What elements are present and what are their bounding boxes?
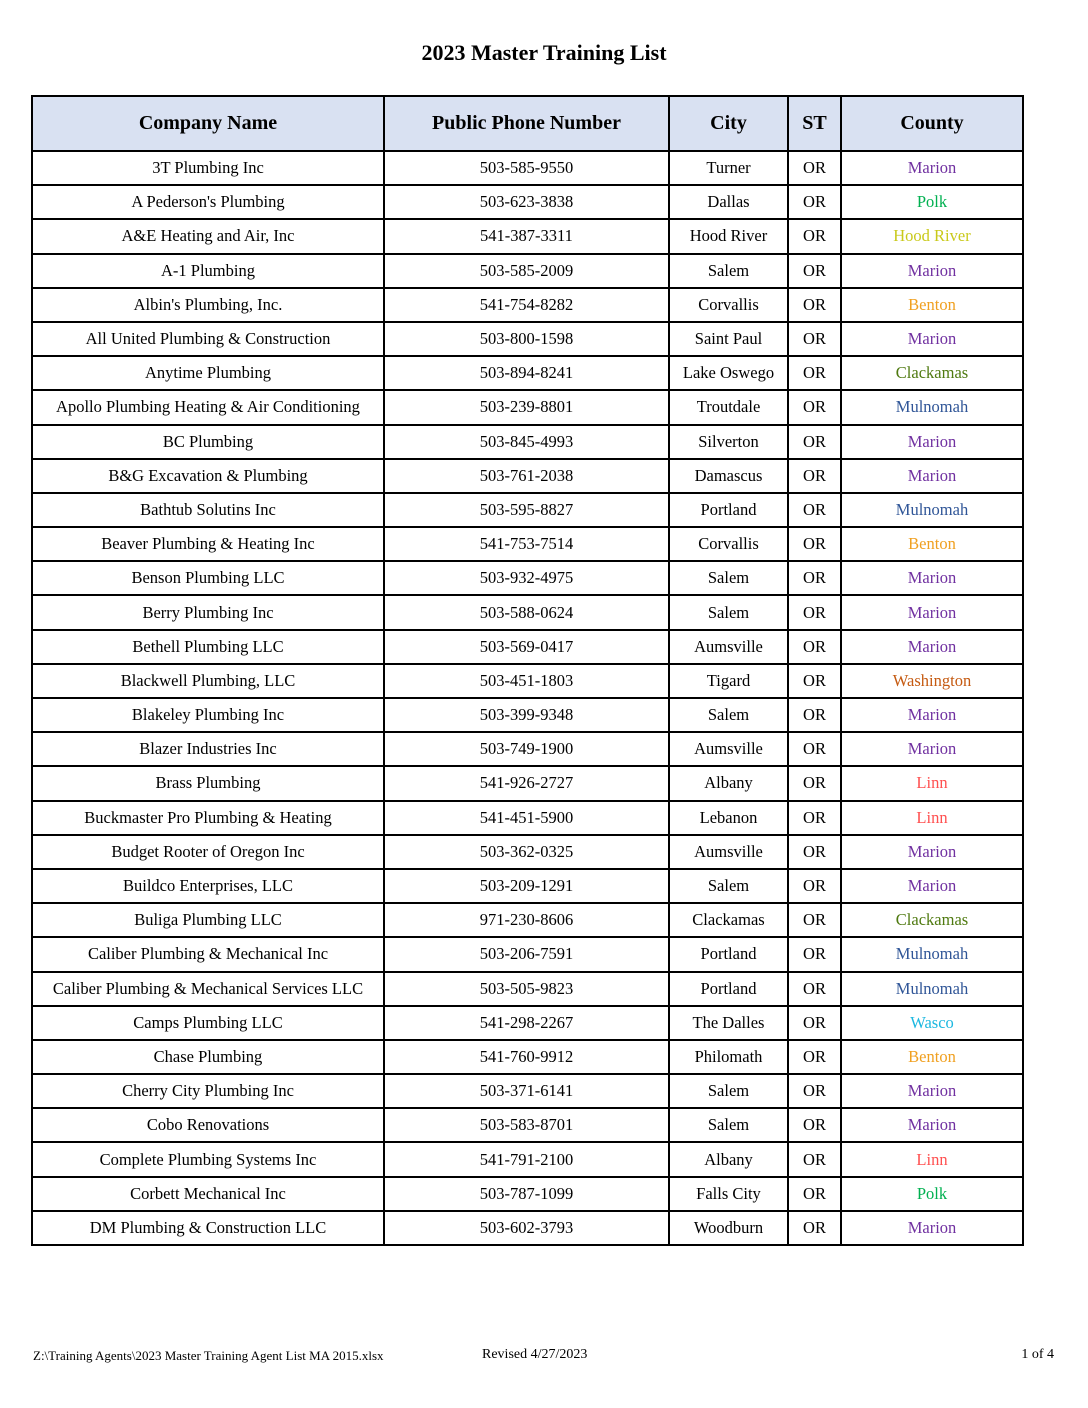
phone-cell: 503-362-0325 (384, 835, 669, 869)
county-cell: Polk (841, 185, 1023, 219)
table-row (32, 459, 1023, 493)
city-cell: Salem (669, 1108, 788, 1142)
phone-cell: 503-894-8241 (384, 356, 669, 390)
county-cell: Marion (841, 151, 1023, 185)
state-cell: OR (788, 937, 841, 971)
state-cell: OR (788, 425, 841, 459)
state-cell: OR (788, 254, 841, 288)
city-cell: Aumsville (669, 630, 788, 664)
state-cell: OR (788, 1211, 841, 1245)
phone-cell: 503-585-2009 (384, 254, 669, 288)
county-cell: Marion (841, 1211, 1023, 1245)
phone-cell: 503-583-8701 (384, 1108, 669, 1142)
city-cell: Aumsville (669, 732, 788, 766)
table-row (32, 185, 1023, 219)
county-cell: Marion (841, 835, 1023, 869)
city-cell: Albany (669, 766, 788, 800)
county-cell: Marion (841, 561, 1023, 595)
table-row (32, 972, 1023, 1006)
city-cell: Corvallis (669, 527, 788, 561)
page-title: 2023 Master Training List (421, 40, 667, 65)
state-cell: OR (788, 1006, 841, 1040)
state-cell: OR (788, 835, 841, 869)
phone-cell: 541-760-9912 (384, 1040, 669, 1074)
phone-cell: 503-399-9348 (384, 698, 669, 732)
phone-cell: 503-932-4975 (384, 561, 669, 595)
header-state: ST (788, 96, 841, 151)
table-row (32, 869, 1023, 903)
company-name-cell: Buckmaster Pro Plumbing & Heating (32, 801, 384, 835)
phone-cell: 503-505-9823 (384, 972, 669, 1006)
city-cell: Woodburn (669, 1211, 788, 1245)
company-name-cell: Brass Plumbing (32, 766, 384, 800)
company-name-cell: Blackwell Plumbing, LLC (32, 664, 384, 698)
county-cell: Linn (841, 801, 1023, 835)
county-cell: Marion (841, 459, 1023, 493)
county-cell: Marion (841, 869, 1023, 903)
header-company-name: Company Name (32, 96, 384, 151)
state-cell: OR (788, 527, 841, 561)
city-cell: Salem (669, 1074, 788, 1108)
city-cell: Silverton (669, 425, 788, 459)
city-cell: Lake Oswego (669, 356, 788, 390)
city-cell: Troutdale (669, 390, 788, 424)
table-row (32, 356, 1023, 390)
table-row (32, 766, 1023, 800)
state-cell: OR (788, 151, 841, 185)
table-row (32, 1142, 1023, 1176)
header-phone: Public Phone Number (384, 96, 669, 151)
table-row (32, 1211, 1023, 1245)
table-row (32, 322, 1023, 356)
table-row (32, 254, 1023, 288)
company-name-cell: Apollo Plumbing Heating & Air Conditioning (32, 390, 384, 424)
county-cell: Marion (841, 1074, 1023, 1108)
county-cell: Hood River (841, 219, 1023, 253)
city-cell: Damascus (669, 459, 788, 493)
county-cell: Benton (841, 527, 1023, 561)
city-cell: Turner (669, 151, 788, 185)
phone-cell: 541-791-2100 (384, 1142, 669, 1176)
table-row (32, 527, 1023, 561)
state-cell: OR (788, 1040, 841, 1074)
state-cell: OR (788, 801, 841, 835)
company-name-cell: Chase Plumbing (32, 1040, 384, 1074)
city-cell: Aumsville (669, 835, 788, 869)
phone-cell: 503-371-6141 (384, 1074, 669, 1108)
county-cell: Mulnomah (841, 937, 1023, 971)
company-name-cell: Berry Plumbing Inc (32, 595, 384, 629)
phone-cell: 503-602-3793 (384, 1211, 669, 1245)
company-name-cell: A&E Heating and Air, Inc (32, 219, 384, 253)
table-row (32, 288, 1023, 322)
city-cell: Portland (669, 972, 788, 1006)
phone-cell: 503-845-4993 (384, 425, 669, 459)
city-cell: Dallas (669, 185, 788, 219)
state-cell: OR (788, 630, 841, 664)
county-cell: Linn (841, 766, 1023, 800)
company-name-cell: Benson Plumbing LLC (32, 561, 384, 595)
table-row (32, 1040, 1023, 1074)
county-cell: Marion (841, 698, 1023, 732)
phone-cell: 541-926-2727 (384, 766, 669, 800)
company-name-cell: Bathtub Solutins Inc (32, 493, 384, 527)
state-cell: OR (788, 1142, 841, 1176)
company-name-cell: Caliber Plumbing & Mechanical Services LLC (32, 972, 384, 1006)
state-cell: OR (788, 698, 841, 732)
phone-cell: 541-754-8282 (384, 288, 669, 322)
company-name-cell: Budget Rooter of Oregon Inc (32, 835, 384, 869)
phone-cell: 503-761-2038 (384, 459, 669, 493)
county-cell: Benton (841, 288, 1023, 322)
state-cell: OR (788, 869, 841, 903)
company-name-cell: Buildco Enterprises, LLC (32, 869, 384, 903)
phone-cell: 503-209-1291 (384, 869, 669, 903)
phone-cell: 541-387-3311 (384, 219, 669, 253)
county-cell: Marion (841, 322, 1023, 356)
company-name-cell: Cobo Renovations (32, 1108, 384, 1142)
company-name-cell: DM Plumbing & Construction LLC (32, 1211, 384, 1245)
county-cell: Mulnomah (841, 972, 1023, 1006)
table-row (32, 937, 1023, 971)
county-cell: Benton (841, 1040, 1023, 1074)
state-cell: OR (788, 288, 841, 322)
table-row (32, 801, 1023, 835)
phone-cell: 541-753-7514 (384, 527, 669, 561)
footer-revised-date: Revised 4/27/2023 (482, 1347, 588, 1362)
phone-cell: 503-787-1099 (384, 1177, 669, 1211)
state-cell: OR (788, 390, 841, 424)
company-name-cell: Albin's Plumbing, Inc. (32, 288, 384, 322)
company-name-cell: Buliga Plumbing LLC (32, 903, 384, 937)
state-cell: OR (788, 322, 841, 356)
state-cell: OR (788, 561, 841, 595)
table-row (32, 732, 1023, 766)
phone-cell: 503-206-7591 (384, 937, 669, 971)
state-cell: OR (788, 219, 841, 253)
city-cell: Hood River (669, 219, 788, 253)
table-row (32, 493, 1023, 527)
county-cell: Clackamas (841, 903, 1023, 937)
city-cell: Albany (669, 1142, 788, 1176)
company-name-cell: Caliber Plumbing & Mechanical Inc (32, 937, 384, 971)
table-row (32, 698, 1023, 732)
state-cell: OR (788, 356, 841, 390)
company-name-cell: Corbett Mechanical Inc (32, 1177, 384, 1211)
state-cell: OR (788, 732, 841, 766)
city-cell: Saint Paul (669, 322, 788, 356)
company-name-cell: 3T Plumbing Inc (32, 151, 384, 185)
state-cell: OR (788, 664, 841, 698)
table-header-row (32, 96, 1023, 151)
footer-file-path: Z:\Training Agents\2023 Master Training Agent List MA 2015.xlsx (33, 1348, 384, 1363)
county-cell: Clackamas (841, 356, 1023, 390)
header-city: City (669, 96, 788, 151)
table-row (32, 151, 1023, 185)
table-row (32, 1177, 1023, 1211)
table-row (32, 664, 1023, 698)
footer-page-number: 1 of 4 (1021, 1347, 1054, 1362)
city-cell: Salem (669, 561, 788, 595)
phone-cell: 503-623-3838 (384, 185, 669, 219)
table-row (32, 1006, 1023, 1040)
table-row (32, 425, 1023, 459)
company-name-cell: A-1 Plumbing (32, 254, 384, 288)
company-name-cell: Bethell Plumbing LLC (32, 630, 384, 664)
table-row (32, 835, 1023, 869)
company-name-cell: Complete Plumbing Systems Inc (32, 1142, 384, 1176)
county-cell: Marion (841, 732, 1023, 766)
table-row (32, 1108, 1023, 1142)
phone-cell: 503-595-8827 (384, 493, 669, 527)
table-row (32, 595, 1023, 629)
city-cell: Salem (669, 698, 788, 732)
table-row (32, 1074, 1023, 1108)
city-cell: Portland (669, 493, 788, 527)
state-cell: OR (788, 903, 841, 937)
city-cell: Salem (669, 595, 788, 629)
city-cell: Salem (669, 869, 788, 903)
training-table (31, 95, 1024, 1246)
phone-cell: 971-230-8606 (384, 903, 669, 937)
phone-cell: 541-298-2267 (384, 1006, 669, 1040)
county-cell: Marion (841, 595, 1023, 629)
county-cell: Washington (841, 664, 1023, 698)
table-row (32, 219, 1023, 253)
state-cell: OR (788, 595, 841, 629)
city-cell: Lebanon (669, 801, 788, 835)
table-row (32, 561, 1023, 595)
city-cell: Corvallis (669, 288, 788, 322)
state-cell: OR (788, 766, 841, 800)
company-name-cell: B&G Excavation & Plumbing (32, 459, 384, 493)
county-cell: Mulnomah (841, 390, 1023, 424)
city-cell: The Dalles (669, 1006, 788, 1040)
county-cell: Linn (841, 1142, 1023, 1176)
company-name-cell: Beaver Plumbing & Heating Inc (32, 527, 384, 561)
company-name-cell: Camps Plumbing LLC (32, 1006, 384, 1040)
phone-cell: 503-749-1900 (384, 732, 669, 766)
company-name-cell: A Pederson's Plumbing (32, 185, 384, 219)
company-name-cell: BC Plumbing (32, 425, 384, 459)
city-cell: Salem (669, 254, 788, 288)
county-cell: Mulnomah (841, 493, 1023, 527)
state-cell: OR (788, 1108, 841, 1142)
company-name-cell: Blakeley Plumbing Inc (32, 698, 384, 732)
state-cell: OR (788, 1074, 841, 1108)
county-cell: Marion (841, 630, 1023, 664)
county-cell: Wasco (841, 1006, 1023, 1040)
header-county: County (841, 96, 1023, 151)
phone-cell: 503-588-0624 (384, 595, 669, 629)
state-cell: OR (788, 493, 841, 527)
company-name-cell: Cherry City Plumbing Inc (32, 1074, 384, 1108)
state-cell: OR (788, 1177, 841, 1211)
city-cell: Falls City (669, 1177, 788, 1211)
table-row (32, 630, 1023, 664)
city-cell: Philomath (669, 1040, 788, 1074)
table-row (32, 390, 1023, 424)
city-cell: Portland (669, 937, 788, 971)
phone-cell: 503-585-9550 (384, 151, 669, 185)
city-cell: Clackamas (669, 903, 788, 937)
phone-cell: 503-451-1803 (384, 664, 669, 698)
county-cell: Marion (841, 1108, 1023, 1142)
state-cell: OR (788, 972, 841, 1006)
table-row (32, 903, 1023, 937)
phone-cell: 541-451-5900 (384, 801, 669, 835)
state-cell: OR (788, 185, 841, 219)
phone-cell: 503-569-0417 (384, 630, 669, 664)
company-name-cell: Blazer Industries Inc (32, 732, 384, 766)
phone-cell: 503-239-8801 (384, 390, 669, 424)
state-cell: OR (788, 459, 841, 493)
county-cell: Marion (841, 425, 1023, 459)
city-cell: Tigard (669, 664, 788, 698)
company-name-cell: All United Plumbing & Construction (32, 322, 384, 356)
phone-cell: 503-800-1598 (384, 322, 669, 356)
county-cell: Polk (841, 1177, 1023, 1211)
county-cell: Marion (841, 254, 1023, 288)
company-name-cell: Anytime Plumbing (32, 356, 384, 390)
